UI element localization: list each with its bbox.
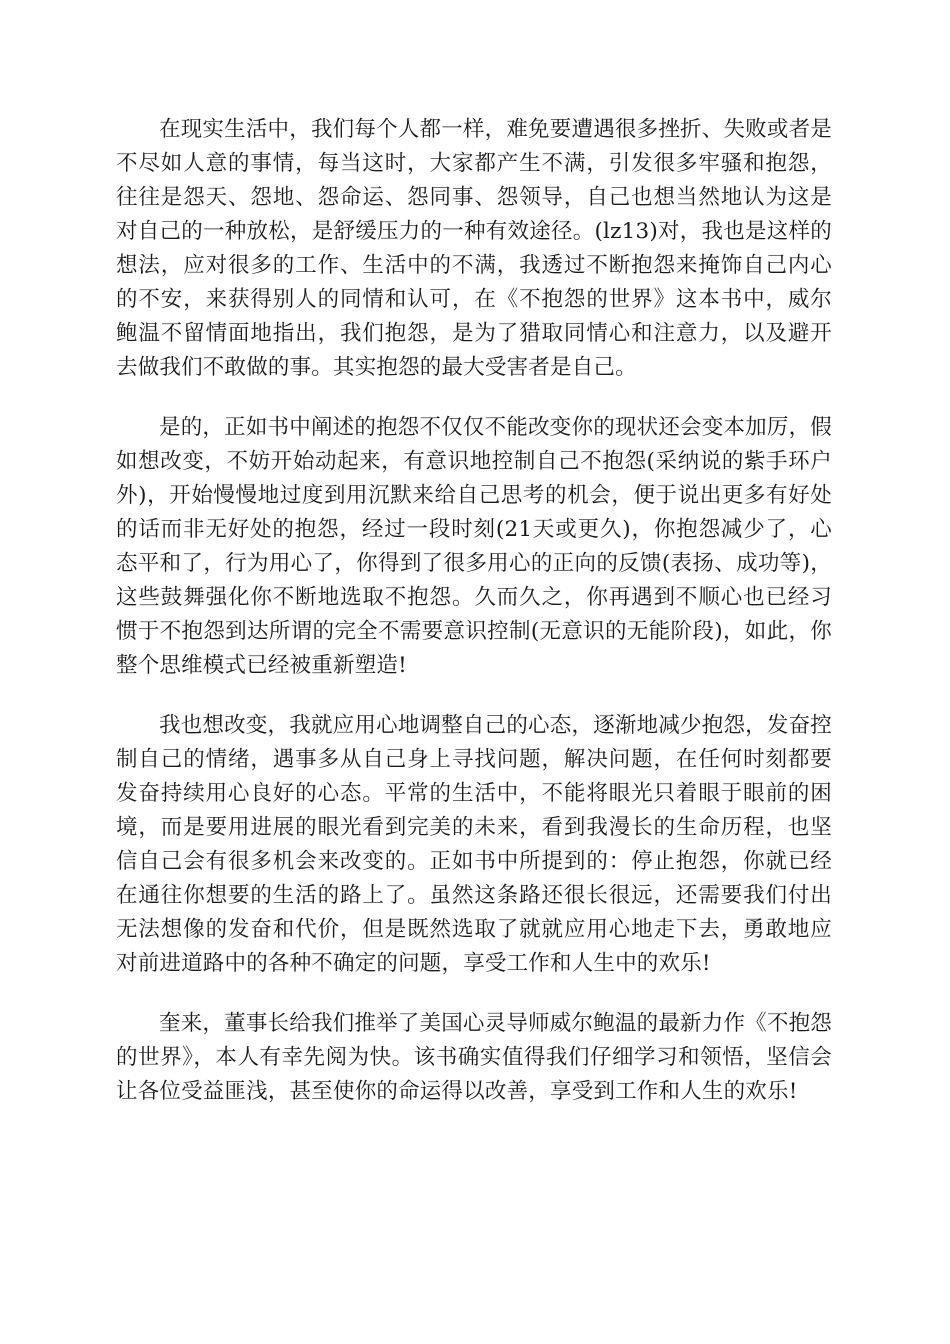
paragraph-2: 是的，正如书中阐述的抱怨不仅仅不能改变你的现状还会变本加厉，假如想改变，不妨开始动起来，有意识地控制自己不抱怨(采纳说的紫手环户外)，开始慢慢地过度到用沉默来给自己思考的机会，便于说出更多有好处的话而非无好处的抱怨，经过一段时刻(21天或更久)，你抱怨减少了，心态平和了，行为用心了，你得到了很多用心的正向的反馈(表扬、成功等)，这些鼓舞强化你不断地选取不抱怨。久而久之，你再遇到不顺心也已经习惯于不抱怨到达所谓的完全不需要意识控制(无意识的无能阶段)，如此，你整个思维模式已经被重新塑造! [116, 415, 832, 678]
paragraph-4: 奎来，董事长给我们推举了美国心灵导师威尔鲍温的最新力作《不抱怨的世界》，本人有幸先阅为快。该书确实值得我们仔细学习和领悟，坚信会让各位受益匪浅，甚至使你的命运得以改善，享受到工作和人生的欢乐! [116, 1011, 832, 1104]
paragraph-3: 我也想改变，我就应用心地调整自己的心态，逐渐地减少抱怨，发奋控制自己的情绪，遇事多从自己身上寻找问题，解决问题，在任何时刻都要发奋持续用心良好的心态。平常的生活中，不能将眼光只着眼于眼前的困境，而是要用进展的眼光看到完美的未来，看到我漫长的生命历程，也坚信自己会有很多机会来改变的。正如书中所提到的：停止抱怨，你就已经在通往你想要的生活的路上了。虽然这条路还很长很远，还需要我们付出无法想像的发奋和代价，但是既然选取了就就应用心地走下去，勇敢地应对前进道路中的各种不确定的问题，享受工作和人生中的欢乐! [116, 713, 832, 976]
document-page [116, 113, 832, 1135]
paragraph-1: 在现实生活中，我们每个人都一样，难免要遭遇很多挫折、失败或者是不尽如人意的事情，每当这时，大家都产生不满，引发很多牢骚和抱怨，往往是怨天、怨地、怨命运、怨同事、怨领导，自己也想当然地认为这是对自己的一种放松，是舒缓压力的一种有效途径。(lz13)对，我也是这样的想法，应对很多的工作、生活中的不满，我透过不断抱怨来掩饰自己内心的不安，来获得别人的同情和认可，在《不抱怨的世界》这本书中，威尔鲍温不留情面地指出，我们抱怨，是为了猎取同情心和注意力，以及避开去做我们不敢做的事。其实抱怨的最大受害者是自己。 [116, 117, 832, 380]
